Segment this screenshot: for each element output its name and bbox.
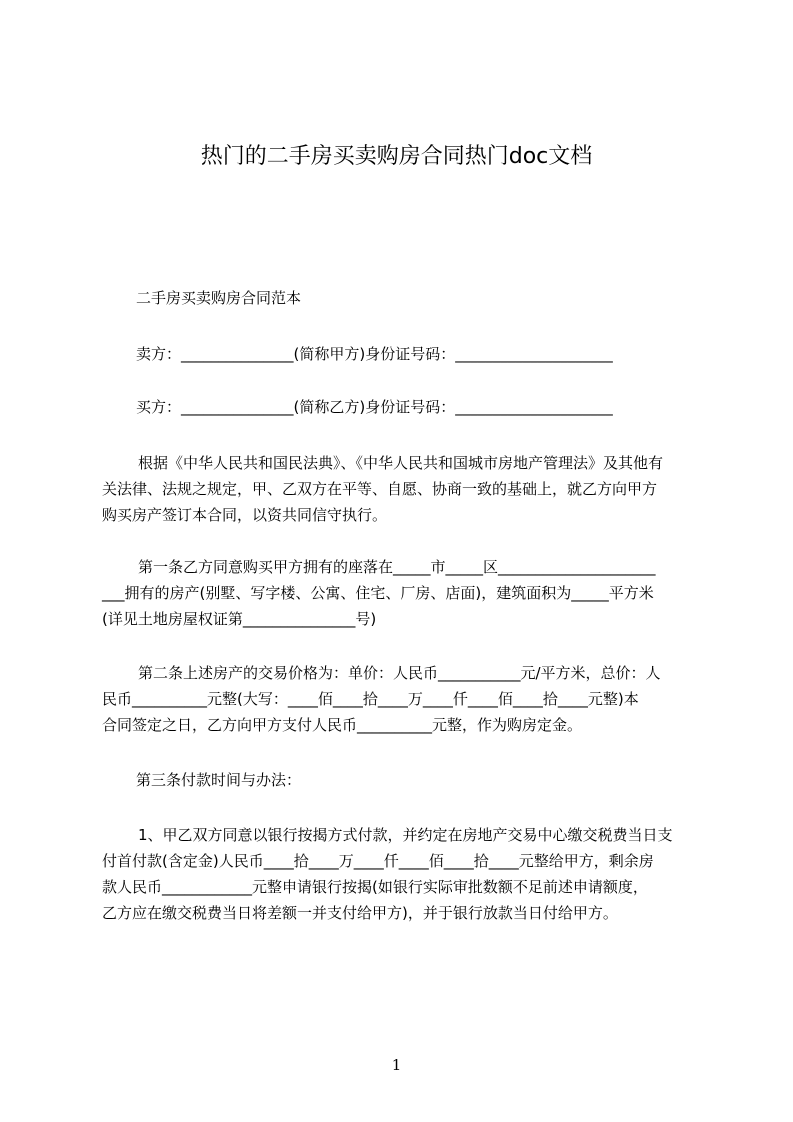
article-1-line-1: 第一条乙方同意购买甲方拥有的座落在_____市_____区_____________________ [138, 558, 656, 576]
article-3-item-1-line-4: 乙方应在缴交税费当日将差额一并支付给甲方)，并于银行放款当日付给甲方。 [102, 904, 618, 922]
preamble-line-3: 购买房产签订本合同，以资共同信守执行。 [102, 506, 388, 524]
buyer-text: 买方：_______________(简称乙方)身份证号码：_____________________ [136, 398, 613, 416]
article-3-item-1-line-2: 付首付款(含定金)人民币____拾____万____仟____佰____拾____元整给甲方，剩余房 [102, 852, 654, 870]
article-3-heading-text: 第三条付款时间与办法： [136, 771, 302, 789]
article-3-heading [136, 767, 301, 793]
subtitle-text: 二手房买卖购房合同范本 [136, 289, 302, 307]
seller-text: 卖方：_______________(简称甲方)身份证号码：_____________________ [136, 345, 613, 363]
preamble-paragraph [102, 450, 663, 528]
article-3-item-1-line-3: 款人民币____________元整申请银行按揭(如银行实际审批数额不足前述申请额度， [102, 878, 648, 896]
document-title: 热门的二手房买卖购房合同热门doc文档 [200, 144, 593, 169]
article-3-item-1-line-1: 1、甲乙双方同意以银行按揭方式付款，并约定在房地产交易中心缴交税费当日支 [138, 826, 673, 844]
preamble-line-2: 关法律、法规之规定，甲、乙双方在平等、自愿、协商一致的基础上，就乙方向甲方 [102, 480, 658, 498]
article-2-line-2: 民币__________元整(大写：____佰____拾____万____仟____佰____拾____元整)本 [102, 690, 639, 708]
article-2-line-3: 合同签定之日，乙方向甲方支付人民币__________元整，作为购房定金。 [102, 716, 583, 734]
article-2-line-1: 第二条上述房产的交易价格为：单价：人民币___________元/平方米，总价：人 [138, 664, 661, 682]
article-2 [102, 660, 661, 738]
article-1-line-3: (详见土地房屋权证第_______________号) [102, 610, 377, 628]
article-3-item-1 [102, 822, 673, 926]
page-number: 1 [391, 1056, 402, 1074]
article-1-line-2: ___拥有的房产(别墅、写字楼、公寓、住宅、厂房、店面)，建筑面积为_____平方米 [102, 584, 654, 602]
buyer-line [136, 394, 613, 420]
contract-subtitle [136, 285, 301, 311]
preamble-line-1: 根据《中华人民共和国民法典》、《中华人民共和国城市房地产管理法》及其他有 [138, 454, 664, 472]
article-1 [102, 554, 656, 632]
seller-line [136, 341, 613, 367]
